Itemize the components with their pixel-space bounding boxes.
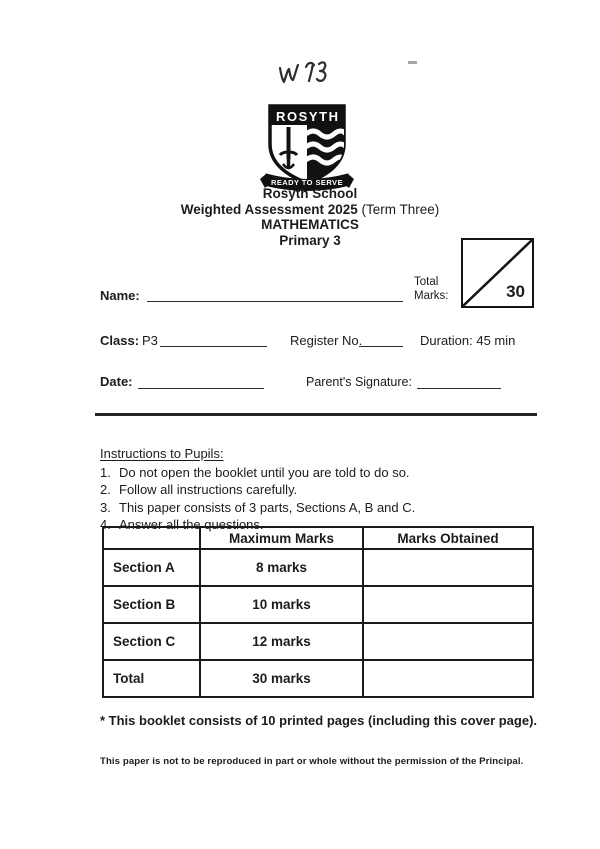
row-max-marks: 30 marks	[200, 660, 363, 697]
row-label: Total	[103, 660, 200, 697]
row-marks-obtained	[363, 586, 533, 623]
date-label: Date:	[100, 374, 133, 389]
handwritten-mark	[274, 56, 338, 92]
table-row-section-b	[103, 586, 533, 623]
booklet-pages-note: * This booklet consists of 10 printed pages (including this cover page).	[100, 713, 538, 728]
instruction-item: 1. Do not open the booklet until you are told to do so.	[100, 464, 410, 480]
subject-title: MATHEMATICS	[261, 217, 359, 232]
row-max-marks: 12 marks	[200, 623, 363, 660]
row-marks-obtained	[363, 549, 533, 586]
date-blank-line	[138, 387, 264, 389]
table-row-section-c	[103, 623, 533, 660]
row-label: Section A	[103, 549, 200, 586]
crest-motto-text: READY TO SERVE	[271, 178, 343, 187]
marks-table	[102, 526, 534, 698]
table-row-total	[103, 660, 533, 697]
instruction-item: 3. This paper consists of 3 parts, Sections A, B and C.	[100, 499, 416, 515]
marks-table-header-row	[103, 527, 533, 549]
total-marks-value: 30	[506, 282, 525, 301]
copyright-note: This paper is not to be reproduced in part or whole without the permission of the Principal.	[100, 756, 524, 767]
instructions-block	[100, 445, 500, 534]
instructions-heading: Instructions to Pupils:	[100, 446, 224, 461]
row-marks-obtained	[363, 660, 533, 697]
duration-label: Duration: 45 min	[420, 333, 516, 348]
parent-signature-label: Parent's Signature:	[306, 375, 412, 389]
instruction-item: 2. Follow all instructions carefully.	[100, 482, 298, 497]
level-title: Primary 3	[279, 232, 341, 248]
table-row-section-a	[103, 549, 533, 586]
assessment-title: Weighted Assessment 2025 (Term Three)	[180, 201, 440, 217]
register-no-blank-line	[359, 345, 403, 347]
assessment-term: (Term Three)	[357, 201, 440, 217]
header-maximum-marks: Maximum Marks	[200, 527, 363, 549]
register-no-label: Register No.	[290, 333, 363, 348]
instruction-item: 4. Answer all the questions.	[100, 517, 264, 532]
row-marks-obtained	[363, 623, 533, 660]
row-max-marks: 8 marks	[200, 549, 363, 586]
total-marks-box	[461, 238, 534, 308]
school-name: Rosyth School	[262, 186, 358, 201]
parent-signature-blank-line	[417, 387, 501, 389]
school-crest	[260, 104, 356, 196]
name-blank-line	[147, 300, 403, 302]
row-max-marks: 10 marks	[200, 586, 363, 623]
crest-school-name: ROSYTH	[276, 109, 338, 124]
row-label: Section B	[103, 586, 200, 623]
row-label: Section C	[103, 623, 200, 660]
header-marks-obtained: Marks Obtained	[363, 527, 533, 549]
class-blank-line	[160, 345, 267, 347]
name-label: Name:	[100, 288, 140, 303]
total-marks-label: Total Marks:	[414, 276, 449, 302]
class-label: Class:	[100, 333, 140, 348]
section-divider	[95, 413, 537, 416]
class-value: P3	[142, 333, 158, 348]
scan-artifact	[408, 61, 417, 64]
header-blank-cell	[103, 527, 200, 549]
